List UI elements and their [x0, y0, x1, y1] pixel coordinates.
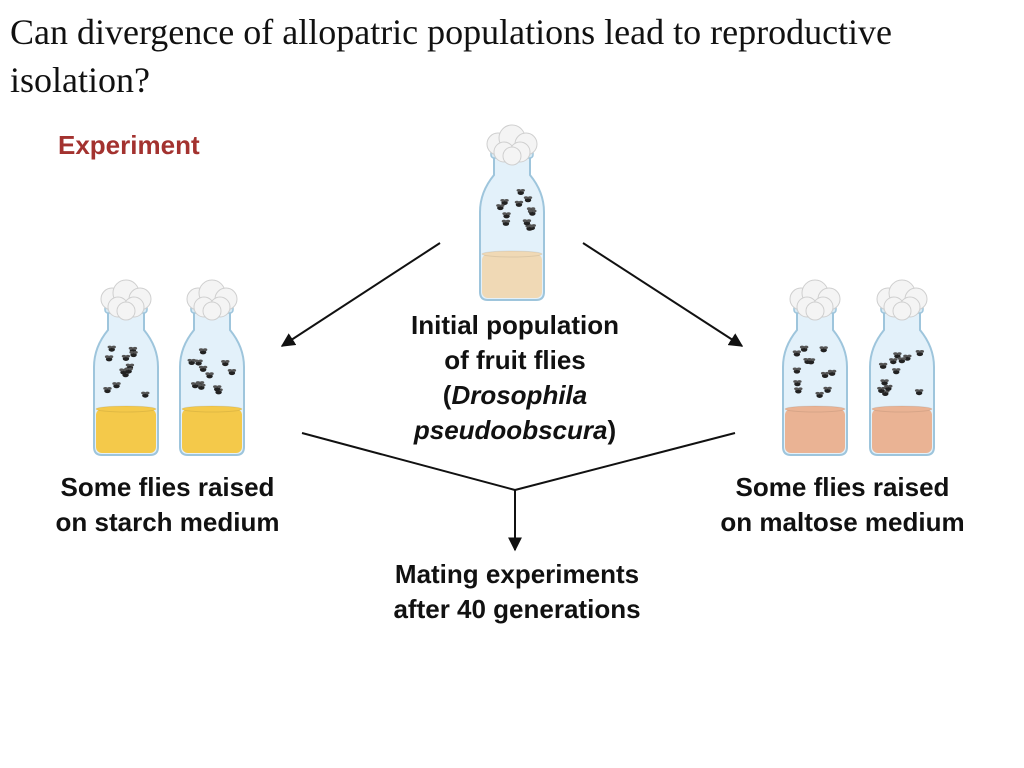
growth-medium [96, 409, 156, 453]
medium-surface [872, 406, 932, 412]
initial-paren-open: ( [442, 380, 452, 410]
starch-bottle-2 [180, 280, 244, 455]
maltose-bottle-1 [783, 280, 847, 455]
initial-line-1: Initial population [411, 310, 619, 340]
mating-line-1: Mating experiments [394, 559, 640, 589]
medium-surface [96, 406, 156, 412]
initial-population-bottle [480, 125, 544, 300]
starch-line-2: on starch medium [55, 507, 280, 537]
growth-medium [182, 409, 242, 453]
growth-medium [872, 409, 932, 453]
medium-surface [182, 406, 242, 412]
initial-population-label [365, 308, 665, 448]
mating-line-2: after 40 generations [393, 594, 641, 624]
starch-label [20, 470, 315, 540]
slide-title: Can divergence of allopatric populations lead to reproductive isolation? [10, 12, 893, 100]
starch-bottle-1 [94, 280, 158, 455]
maltose-label [695, 470, 990, 540]
experiment-label: Experiment [58, 130, 200, 160]
starch-line-1: Some flies raised [60, 472, 275, 502]
species-epithet: pseudoobscura [413, 415, 608, 445]
medium-surface [482, 251, 542, 257]
initial-paren-close: ) [607, 415, 617, 445]
maltose-bottle-2 [870, 280, 934, 455]
mating-label [362, 557, 672, 627]
initial-line-3 [365, 378, 665, 413]
maltose-line-1: Some flies raised [735, 472, 950, 502]
maltose-line-2: on maltose medium [720, 507, 965, 537]
species-genus: Drosophila [451, 380, 588, 410]
initial-line-2: of fruit flies [444, 345, 586, 375]
initial-line-4 [365, 413, 665, 448]
medium-surface [785, 406, 845, 412]
growth-medium [482, 254, 542, 298]
growth-medium [785, 409, 845, 453]
